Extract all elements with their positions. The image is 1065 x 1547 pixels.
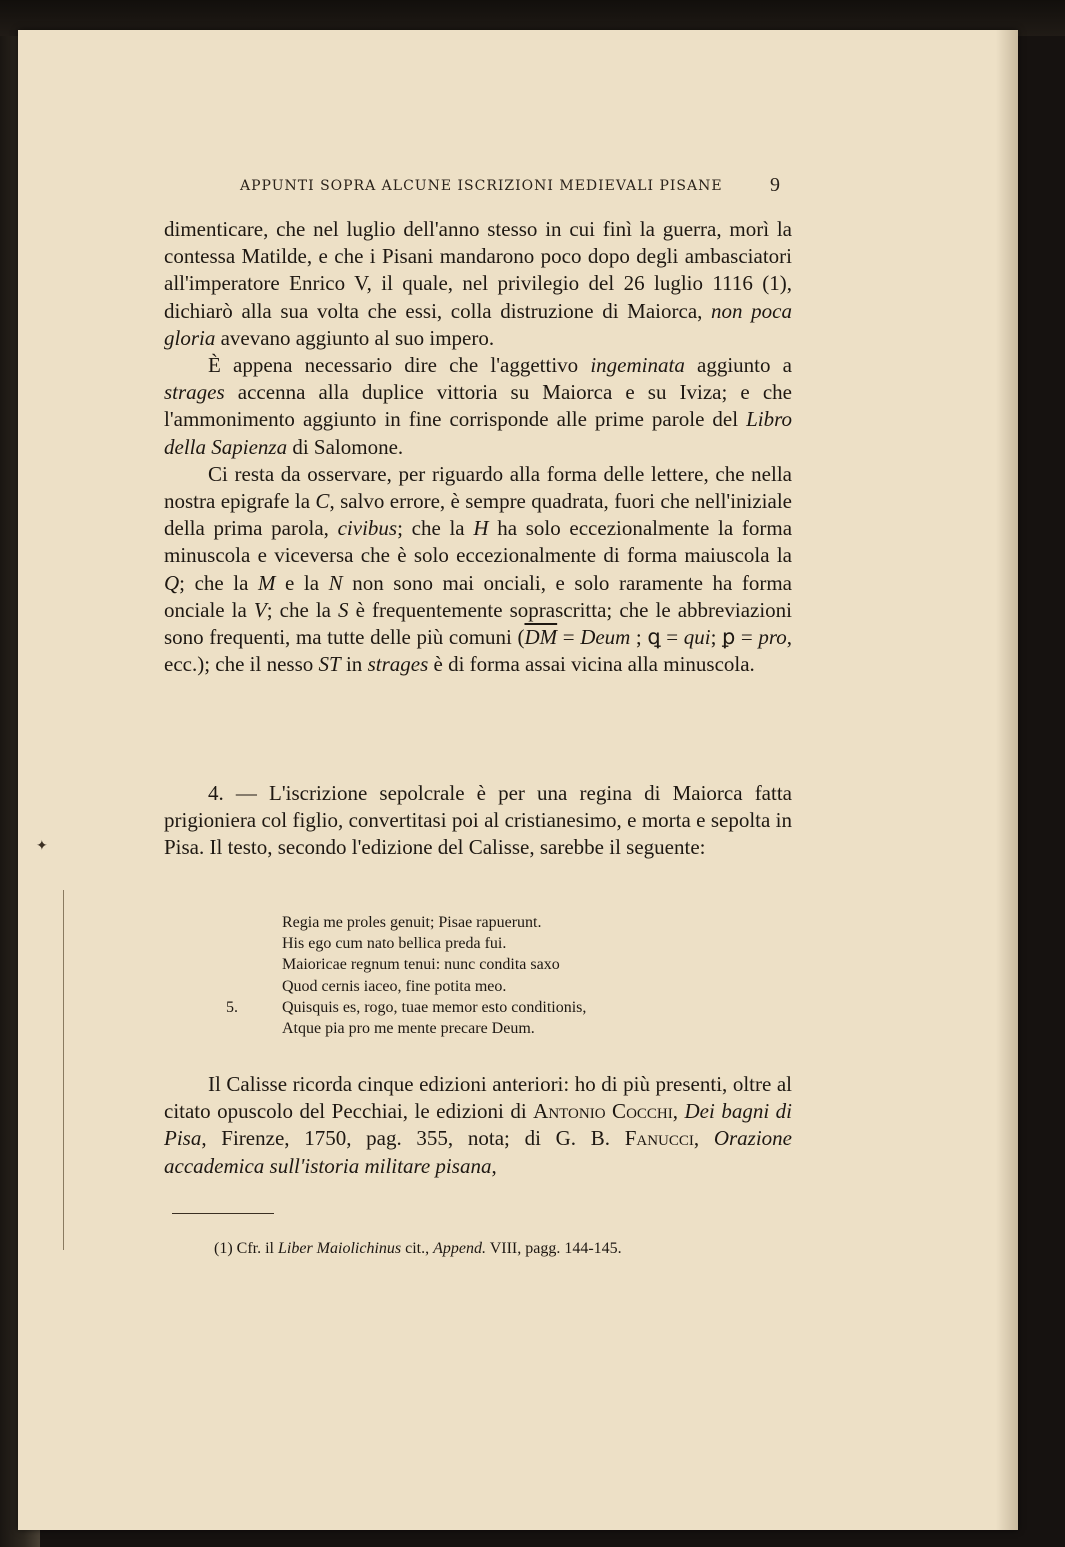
main-text-section-4: [164, 780, 792, 862]
main-text-lower: [164, 1071, 792, 1180]
verse-line: Regia me proles genuit; Pisae rapuerunt.: [282, 914, 542, 931]
main-text-upper: [164, 216, 792, 678]
margin-rule: [63, 890, 64, 1250]
section-number: 4.: [208, 781, 224, 805]
page-number: 9: [770, 174, 780, 196]
verse-line-number: 5.: [226, 998, 238, 1016]
paragraph-2: È appena necessario dire che l'aggettivo ingeminata aggiunto a strages accenna alla duplice vittoria su Maiorca e su Iviza; e che l'ammonimento aggiunto in fine corrisponde alle prime parole del Libro della Sapienza di Salomone.: [164, 353, 792, 459]
verse-line: Quod cernis iaceo, fine potita meo.: [282, 977, 507, 995]
footnote-divider: [172, 1213, 274, 1214]
verse-line: Maioricae regnum tenui: nunc condita saxo: [282, 956, 560, 974]
page-edge-shadow: [996, 30, 1018, 1530]
verse-line: 5. Quisquis es, rogo, tuae memor esto conditionis,: [226, 997, 686, 1018]
footnote: (1) Cfr. il Liber Maiolichinus cit., Append. VIII, pagg. 144-145.: [214, 1240, 622, 1257]
paragraph-1: dimenticare, che nel luglio dell'anno stesso in cui finì la guerra, morì la contessa Matilde, e che i Pisani mandarono poco dopo degli ambasciatori all'imperatore Enrico V, il quale, nel privilegio del 26 luglio 1116 (1), dichiarò alla sua volta che essi, colla distruzione di Maiorca, non poca gloria avevano aggiunto al suo impero.: [164, 217, 792, 350]
running-title: APPUNTI SOPRA ALCUNE ISCRIZIONI MEDIEVALI PISANE: [240, 178, 723, 194]
verse-line: His ego cum nato bellica preda fui.: [282, 935, 507, 953]
paragraph-5: Il Calisse ricorda cinque edizioni anteriori: ho di più presenti, oltre al citato opuscolo del Pecchiai, le edizioni di Antonio Cocchi, Dei bagni di Pisa, Firenze, 1750, pag. 355, nota; di G. B. Fanucci, Orazione accademica sull'istoria militare pisana,: [164, 1072, 792, 1178]
margin-arrow-mark: ✦: [36, 838, 48, 854]
paragraph-3: Ci resta da osservare, per riguardo alla forma delle lettere, che nella nostra epigrafe la C, salvo errore, è sempre quadrata, fuori che nell'iniziale della prima parola, civibus; che la H ha solo eccezionalmente la forma minuscola e viceversa che è solo eccezionalmente di forma maiuscola la Q; che la M e la N non sono mai onciali, e solo raramente ha forma onciale la V; che la S è frequentemente soprascritta; che le abbreviazioni sono frequenti, ma tutte delle più comuni ($\overline{DM}$ = Deum ; ꝗ = qui; ꝑ = pro, ecc.); che il nesso ST in strages è di forma assai vicina alla minuscola.: [164, 461, 793, 677]
verse-line: Atque pia pro me mente precare Deum.: [282, 1020, 535, 1038]
paragraph-4: 4. — L'iscrizione sepolcrale è per una regina di Maiorca fatta prigioniera col figlio, convertitasi poi al cristianesimo, e morta e sepolta in Pisa. Il testo, secondo l'edizione del Calisse, sarebbe il seguente:: [164, 781, 792, 860]
inscription-verse: [226, 912, 686, 1039]
